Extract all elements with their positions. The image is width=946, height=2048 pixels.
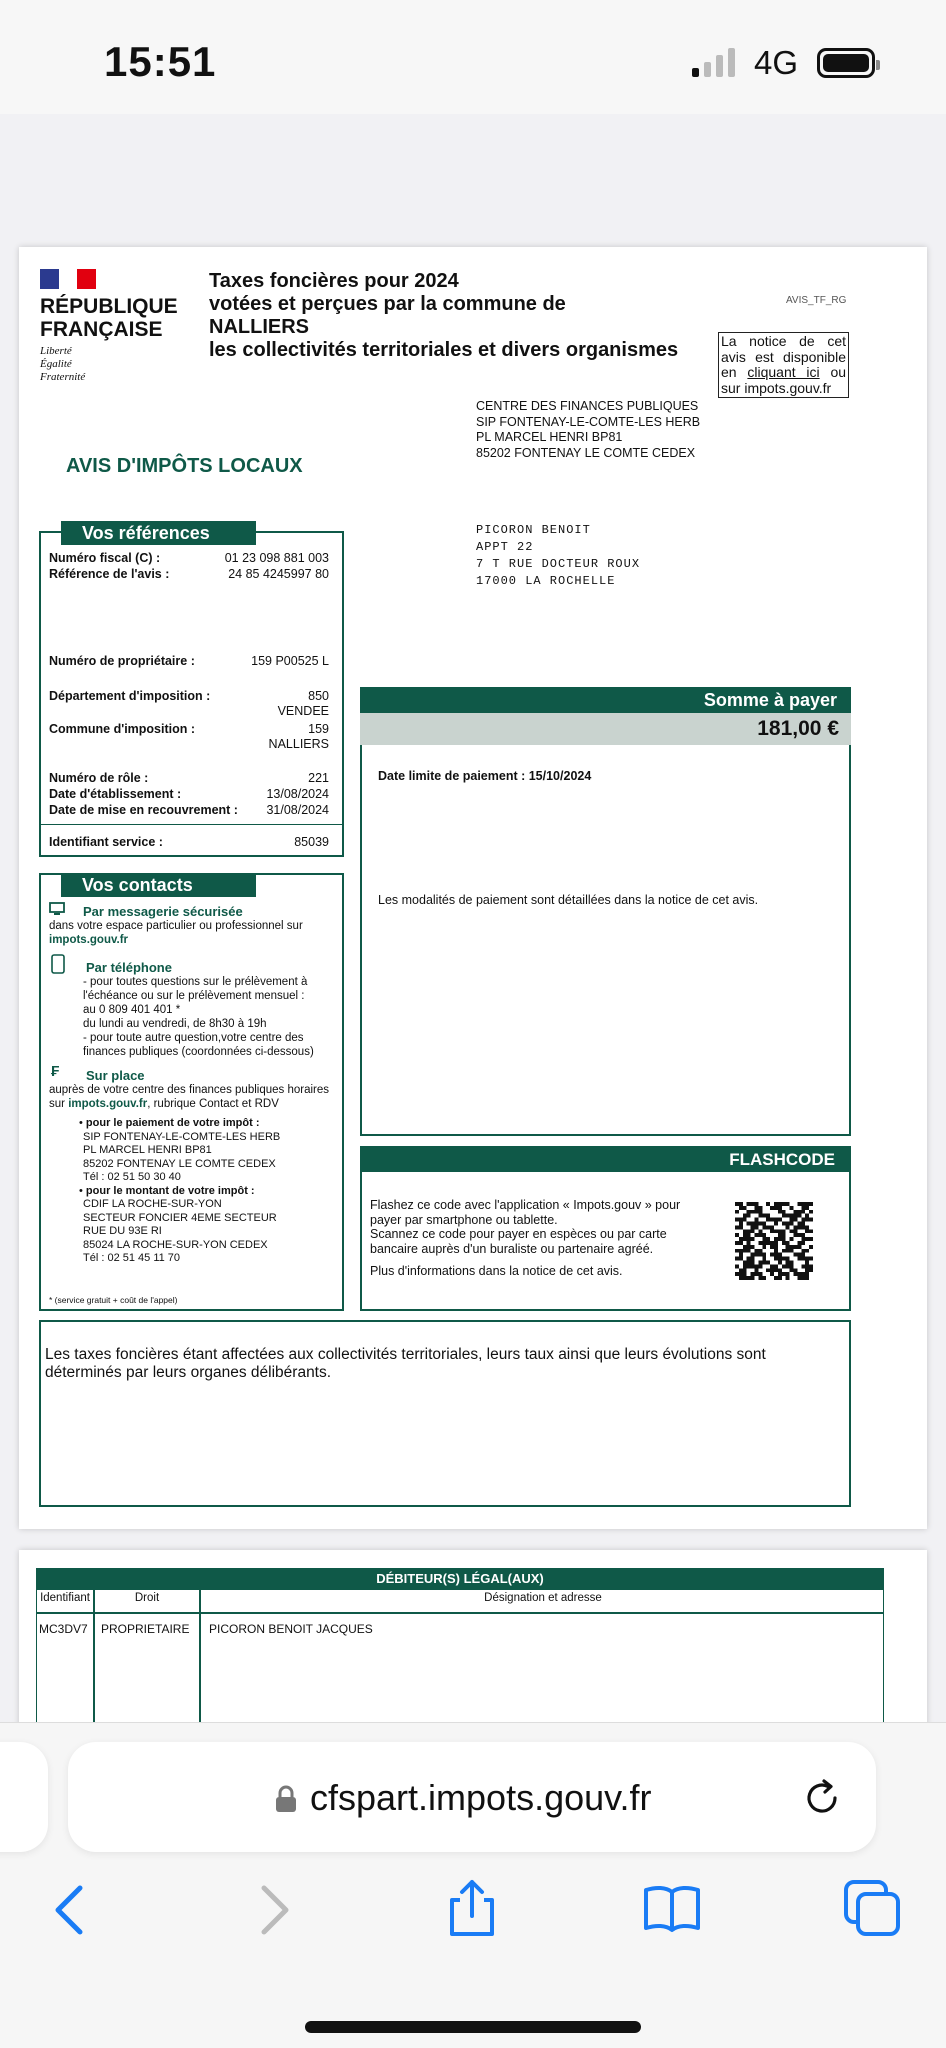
cellular-signal-icon [692, 48, 742, 78]
payment-modalites: Les modalités de paiement sont détaillées dans la notice de cet avis. [378, 893, 759, 907]
commune-label: Commune d'imposition : [49, 722, 196, 736]
numero-fiscal-value: 01 23 098 881 003 [224, 551, 329, 565]
place-text: auprès de votre centre des finances publiques horaires sur impots.gouv.fr, rubrique Contact et RDV [49, 1084, 330, 1110]
battery-icon [817, 48, 875, 78]
telephone-text: - pour toutes questions sur le prélèvement à l'échéance ou sur le prélèvement mensuel : au 0 809 401 401 * du lundi au vendredi, de 8h30 à 19h - pour toute autre question,votre centre des finances publiques (coordonnées ci-dessous) [83, 976, 314, 1058]
payment-deadline: Date limite de paiement : 15/10/2024 [378, 769, 592, 783]
messagerie-text: dans votre espace particulier ou professionnel sur impots.gouv.fr [49, 920, 303, 946]
previous-tab[interactable] [0, 1742, 48, 1852]
notice-box: La notice de cet avis est disponible en cliquant ici ou sur impots.gouv.fr [718, 332, 849, 398]
status-time: 15:51 [104, 38, 217, 85]
recipient-address: PICORON BENOIT APPT 22 7 T RUE DOCTEUR ROUX 17000 LA ROCHELLE [476, 523, 641, 588]
contacts-heading: Vos contacts [61, 873, 256, 897]
column-header: Désignation et adresse [484, 1592, 602, 1604]
commune-value: 159 NALLIERS [268, 722, 329, 751]
code-ref: AVIS_TF_RG [786, 295, 847, 306]
lock-icon [274, 1785, 298, 1813]
network-type: 4G [754, 44, 799, 81]
table-cell: PICORON BENOIT JACQUES [209, 1622, 373, 1636]
home-indicator[interactable] [305, 2021, 641, 2033]
french-flag-icon [40, 269, 96, 289]
references-box [39, 523, 344, 857]
notice-link[interactable]: cliquant ici [747, 364, 820, 380]
table-cell: PROPRIETAIRE [101, 1622, 190, 1636]
contacts-box [39, 873, 344, 1311]
etablissement-value: 13/08/2024 [266, 787, 329, 801]
role-label: Numéro de rôle : [49, 771, 149, 785]
tabs-icon[interactable] [842, 1878, 902, 1938]
centre-finances-address: CENTRE DES FINANCES PUBLIQUES SIP FONTENAY-LE-COMTE-LES HERB PL MARCEL HENRI BP81 85202 FONTENAY LE COMTE CEDEX [476, 399, 701, 460]
qr-code[interactable] [735, 1202, 813, 1280]
footer-note: Les taxes foncières étant affectées aux collectivités territoriales, leurs taux ainsi que leurs évolutions sont déterminés par leurs organes délibérants. [39, 1320, 851, 1507]
proprietaire-value: 159 P00525 L [251, 654, 329, 668]
share-icon[interactable] [442, 1878, 502, 1938]
proprietaire-label: Numéro de propriétaire : [49, 654, 195, 668]
place-site-link[interactable]: impots.gouv.fr [68, 1098, 148, 1110]
amount-due: 181,00 € [360, 713, 851, 745]
phone-icon [51, 954, 65, 974]
flashcode-heading: FLASHCODE [362, 1148, 849, 1172]
numero-fiscal-label: Numéro fiscal (C) : [49, 551, 161, 565]
recouvrement-label: Date de mise en recouvrement : [49, 803, 238, 817]
bookmarks-icon[interactable] [642, 1878, 702, 1938]
payment-box [360, 745, 851, 1136]
address-bar[interactable] [68, 1742, 876, 1852]
location-icon: ₣ [51, 1063, 60, 1080]
place-title: Sur place [86, 1068, 145, 1083]
contacts-footnote: * (service gratuit + coût de l'appel) [49, 1295, 178, 1305]
back-icon[interactable] [40, 1878, 100, 1938]
departement-label: Département d'imposition : [49, 689, 211, 703]
ref-avis-label: Référence de l'avis : [49, 567, 170, 581]
identifiant-value: 85039 [294, 835, 329, 849]
telephone-title: Par téléphone [86, 960, 172, 975]
computer-icon [49, 902, 65, 916]
references-heading: Vos références [61, 521, 256, 545]
role-value: 221 [308, 771, 329, 785]
status-bar [0, 0, 946, 114]
table-cell: MC3DV7 [39, 1622, 88, 1636]
forward-icon[interactable] [244, 1878, 304, 1938]
recouvrement-value: 31/08/2024 [266, 803, 329, 817]
debiteurs-heading: DÉBITEUR(S) LÉGAL(AUX) [36, 1568, 884, 1590]
tax-notice-page [19, 247, 927, 1529]
column-header: Identifiant [40, 1592, 90, 1604]
identifiant-label: Identifiant service : [49, 835, 163, 849]
reload-icon[interactable] [802, 1777, 844, 1819]
column-header: Droit [134, 1592, 160, 1604]
republique-logo: RÉPUBLIQUE FRANÇAISE [40, 295, 178, 341]
url-text[interactable]: cfspart.impots.gouv.fr [310, 1777, 652, 1818]
etablissement-label: Date d'établissement : [49, 787, 182, 801]
somme-heading: Somme à payer [360, 687, 851, 713]
messagerie-site-link[interactable]: impots.gouv.fr [49, 934, 129, 946]
ref-avis-value: 24 85 4245997 80 [228, 567, 329, 581]
departement-value: 850 VENDEE [277, 689, 329, 718]
flashcode-text: Flashez ce code avec l'application « Impots.gouv » pour payer par smartphone ou tablette. Scannez ce code pour payer en espèces ou par carte bancaire auprès d'un buraliste ou partenaire agréé. Plus d'informations dans la notice de cet avis. [370, 1198, 681, 1278]
messagerie-title: Par messagerie sécurisée [83, 904, 243, 919]
republique-motto: Liberté Égalité Fraternité [40, 345, 86, 383]
page-title: AVIS D'IMPÔTS LOCAUX [66, 455, 303, 477]
browser-toolbar [0, 1722, 946, 2048]
notice-header: Taxes foncières pour 2024 votées et perçues par la commune de NALLIERS les collectivités territoriales et divers organismes [209, 270, 679, 361]
contact-addresses: • pour le paiement de votre impôt : SIP FONTENAY-LE-COMTE-LES HERB PL MARCEL HENRI BP81 85202 FONTENAY LE COMTE CEDEX Tél : 02 51 50 30 40 • pour le montant de votre impôt : CDIF LA ROCHE-SUR-YON SECTEUR FONCIER 4EME SECTEUR RUE DU 93E RI 85024 LA ROCHE-SUR-YON CEDEX Tél : 02 51 45 11 70 [79, 1117, 281, 1264]
